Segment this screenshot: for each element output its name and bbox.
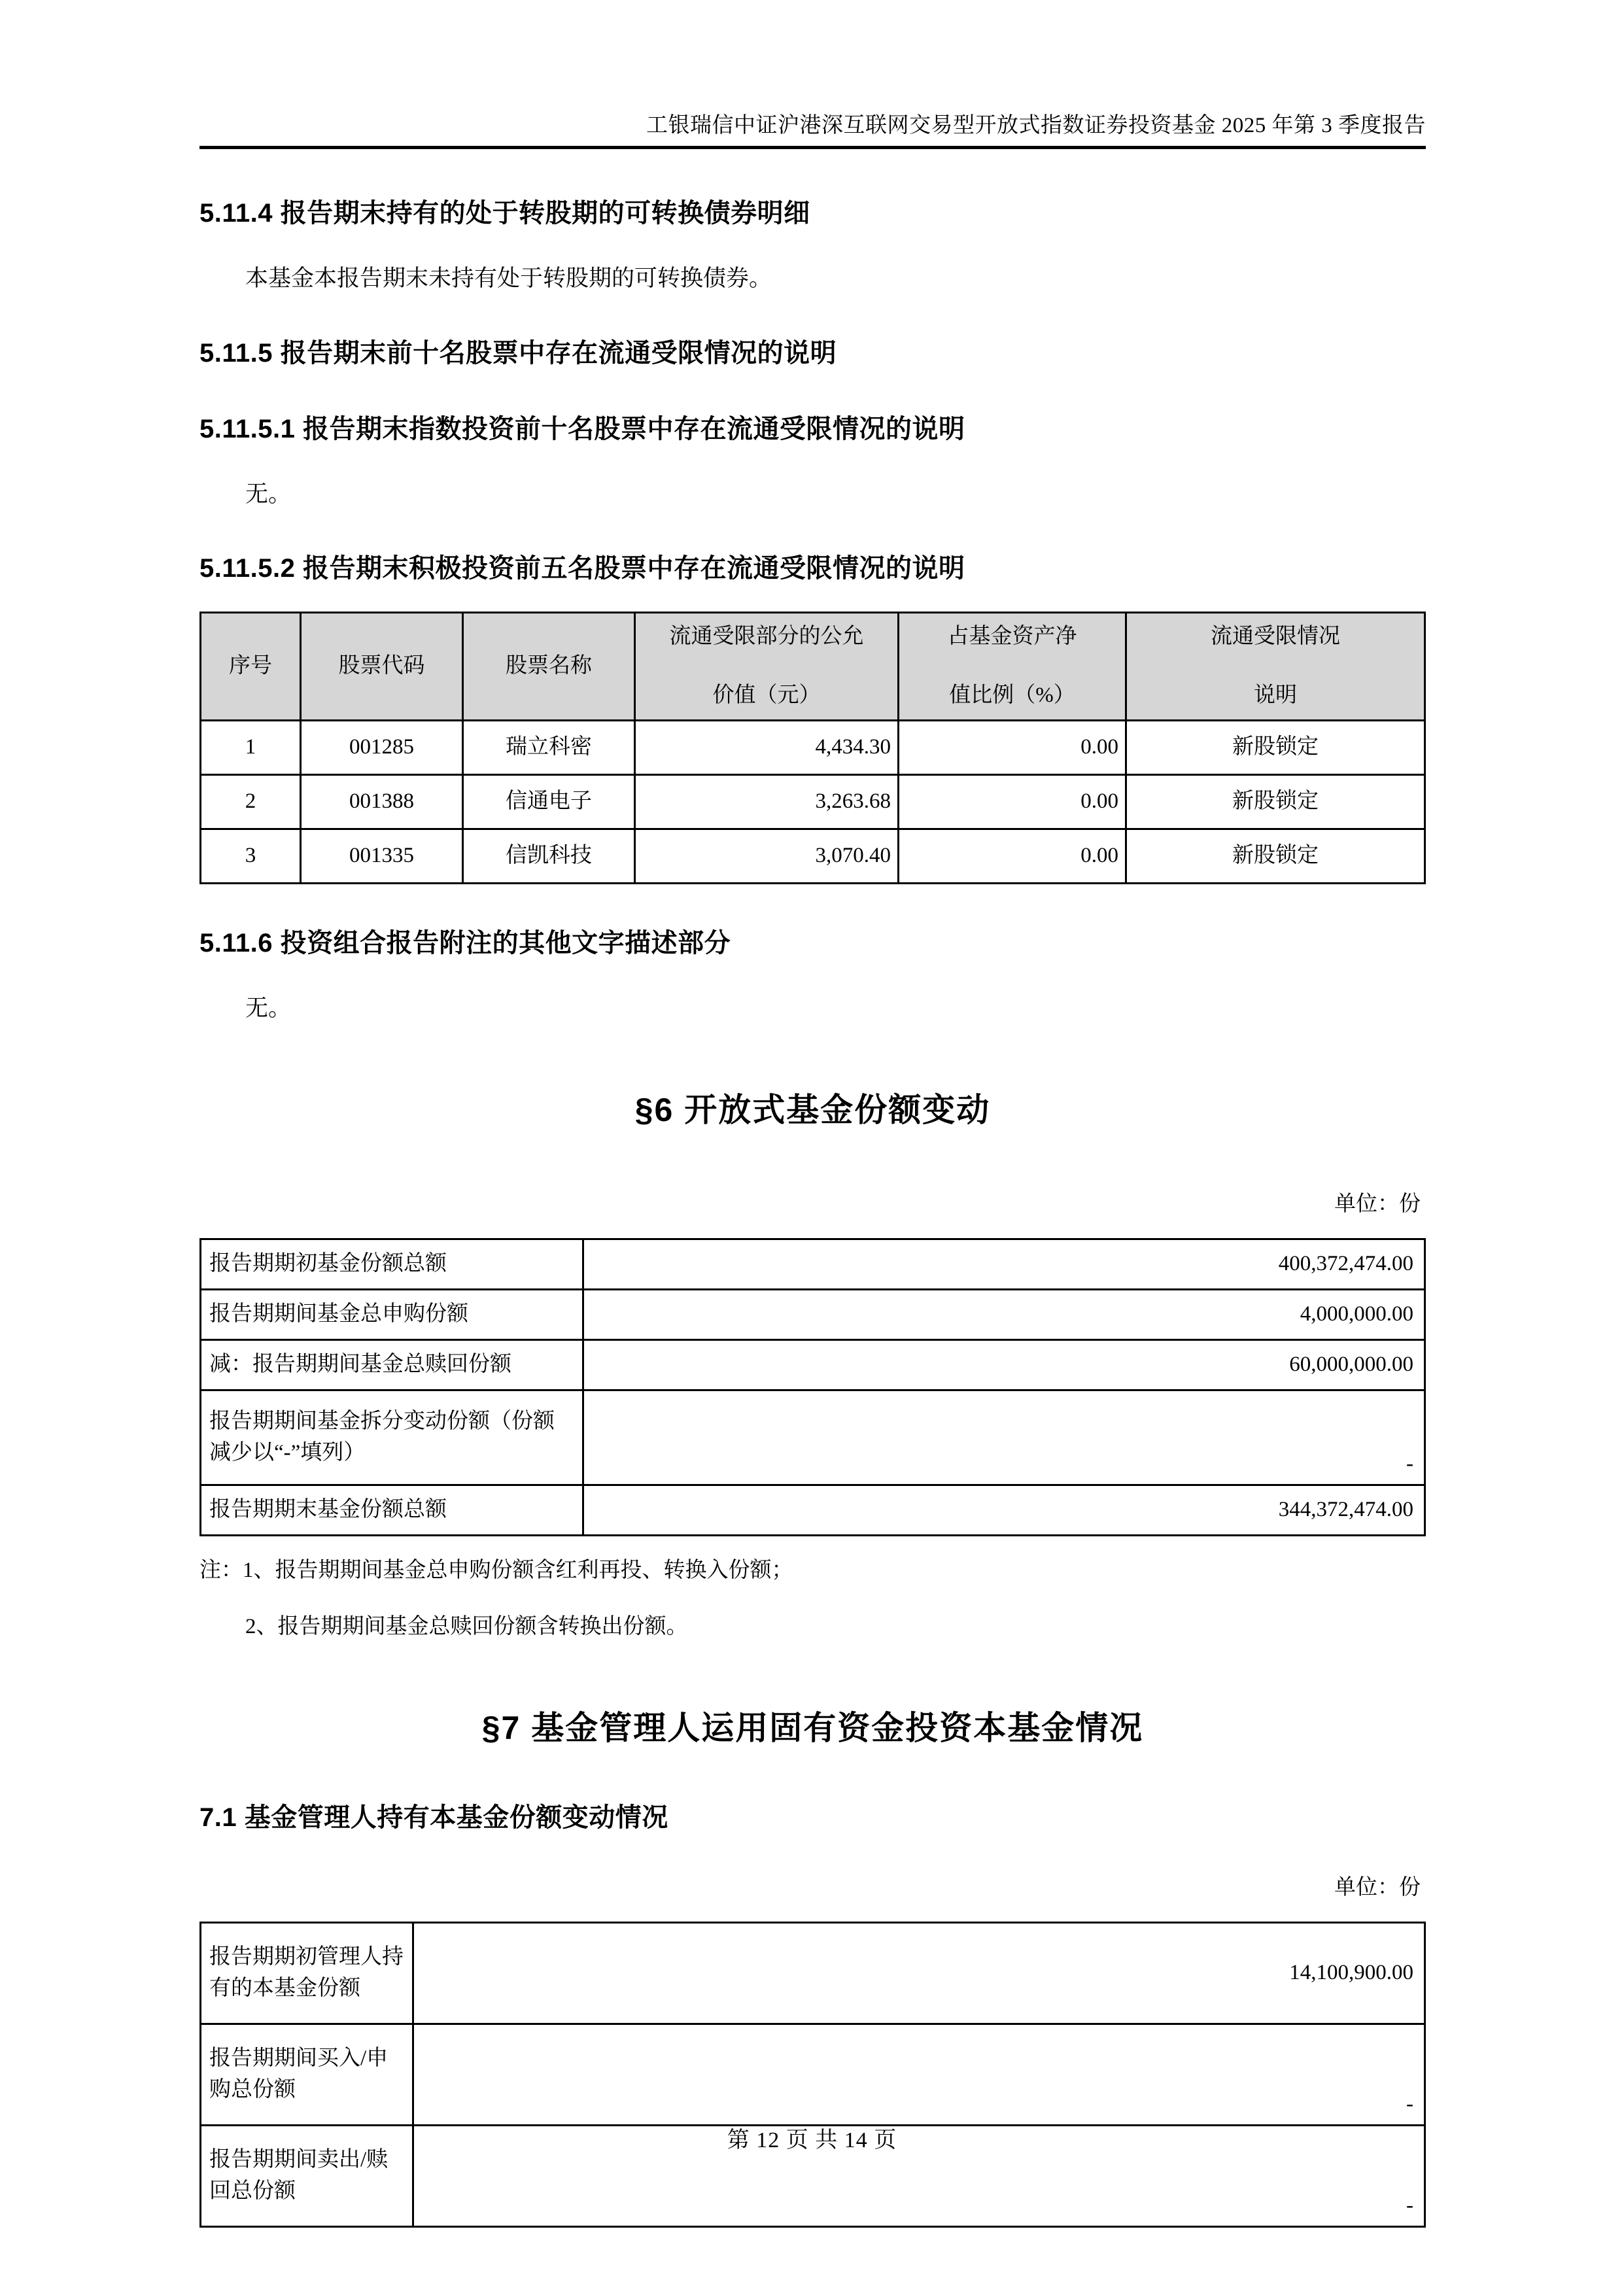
heading-section-6: §6 开放式基金份额变动	[634, 1092, 991, 1128]
row-label: 报告期期初管理人持有的本基金份额	[201, 1922, 413, 2024]
row-label: 报告期期间卖出/赎回总份额	[201, 2125, 413, 2226]
cell-fair-value: 4,434.30	[635, 720, 899, 774]
cell-nav-ratio: 0.00	[899, 720, 1126, 774]
cell-index: 1	[201, 720, 301, 774]
row-label: 报告期期间买入/申购总份额	[201, 2024, 413, 2125]
row-value: 14,100,900.00	[413, 1922, 1425, 2024]
cell-stock-name: 信通电子	[463, 774, 635, 829]
spacer	[199, 370, 1426, 412]
unit-label-section-7-1: 单位：份	[1334, 1875, 1421, 1899]
restricted-shares-table	[199, 612, 1426, 884]
heading-5-11-5-2: 5.11.5.2 报告期末积极投资前五名股票中存在流通受限情况的说明	[199, 553, 965, 583]
heading-5-11-4: 5.11.4 报告期末持有的处于转股期的可转换债券明细	[199, 199, 810, 228]
spacer	[199, 1902, 1426, 1922]
row-label: 报告期期间基金总申购份额	[201, 1289, 583, 1339]
cell-stock-code: 001388	[301, 774, 463, 829]
col-header-restriction-desc	[1126, 612, 1425, 720]
table-body	[201, 720, 1425, 883]
row-value: 60,000,000.00	[583, 1339, 1425, 1390]
col-header-nav-ratio	[899, 612, 1126, 720]
cell-nav-ratio: 0.00	[899, 774, 1126, 829]
heading-5-11-6: 5.11.6 投资组合报告附注的其他文字描述部分	[199, 928, 731, 958]
row-value: 344,372,474.00	[583, 1485, 1425, 1535]
spacer	[199, 446, 1426, 479]
col-header-line2: 价值（元）	[712, 683, 821, 707]
heading-section-7: §7 基金管理人运用固有资金投资本基金情况	[481, 1709, 1144, 1746]
col-header-line1: 股票名称	[506, 653, 592, 678]
cell-restriction: 新股锁定	[1126, 774, 1425, 829]
paragraph-5-11-6: 无。	[245, 995, 292, 1021]
unit-label-section-6: 单位：份	[1334, 1192, 1421, 1216]
fund-share-change-table	[199, 1238, 1426, 1536]
table-header-row	[201, 612, 1425, 720]
cell-stock-code: 001285	[301, 720, 463, 774]
row-value: 400,372,474.00	[583, 1239, 1425, 1289]
table-head	[201, 612, 1425, 720]
spacer	[199, 230, 1426, 263]
row-value: 4,000,000.00	[583, 1289, 1425, 1339]
spacer	[199, 509, 1426, 551]
manager-holding-table	[199, 1922, 1426, 2228]
row-label: 减：报告期期间基金总赎回份额	[201, 1339, 583, 1390]
cell-nav-ratio: 0.00	[899, 829, 1126, 883]
spacer	[199, 1585, 1426, 1612]
running-header-text: 工银瑞信中证沪港深互联网交易型开放式指数证券投资基金 2025 年第 3 季度报告	[646, 114, 1426, 137]
col-header-stock-code	[301, 612, 463, 720]
col-header-line1: 股票代码	[338, 653, 425, 678]
col-header-line2: 值比例（%）	[949, 683, 1075, 707]
cell-stock-name: 瑞立科密	[463, 720, 635, 774]
cell-index: 2	[201, 774, 301, 829]
table-note-1: 注：1、报告期期间基金总申购份额含红利再投、转换入份额；	[199, 1558, 793, 1582]
paragraph-5-11-4: 本基金本报告期末未持有处于转股期的可转换债券。	[245, 266, 772, 292]
table-row	[201, 829, 1425, 883]
col-header-stock-name	[463, 612, 635, 720]
col-header-line1: 流通受限部分的公允	[669, 624, 864, 648]
page-content	[199, 0, 1426, 2228]
cell-fair-value: 3,263.68	[635, 774, 899, 829]
heading-5-11-5: 5.11.5 报告期末前十名股票中存在流通受限情况的说明	[199, 338, 837, 368]
cell-restriction: 新股锁定	[1126, 720, 1425, 774]
table-row	[201, 1339, 1425, 1390]
col-header-fair-value	[635, 612, 899, 720]
col-header-line1: 序号	[229, 653, 272, 678]
heading-5-11-5-1: 5.11.5.1 报告期末指数投资前十名股票中存在流通受限情况的说明	[199, 414, 965, 443]
table-row	[201, 2024, 1425, 2125]
table-row	[201, 1485, 1425, 1535]
page-number-label: 第 12 页 共 14 页	[727, 2128, 897, 2152]
row-value: -	[413, 2024, 1425, 2125]
spacer	[199, 294, 1426, 336]
cell-fair-value: 3,070.40	[635, 829, 899, 883]
row-label: 报告期期初基金份额总额	[201, 1239, 583, 1289]
paragraph-5-11-5-1: 无。	[245, 481, 292, 507]
table-row	[201, 1239, 1425, 1289]
cell-restriction: 新股锁定	[1126, 829, 1425, 883]
col-header-line1: 流通受限情况	[1211, 624, 1340, 648]
cell-stock-name: 信凯科技	[463, 829, 635, 883]
cell-stock-code: 001335	[301, 829, 463, 883]
col-header-index	[201, 612, 301, 720]
spacer	[199, 1218, 1426, 1238]
table-body	[201, 1239, 1425, 1535]
table-note-2: 2、报告期期间基金总赎回份额含转换出份额。	[245, 1615, 688, 1639]
row-value: -	[583, 1390, 1425, 1485]
cell-index: 3	[201, 829, 301, 883]
spacer	[199, 884, 1426, 926]
spacer	[199, 1024, 1426, 1089]
col-header-line1: 占基金资产净	[947, 624, 1077, 648]
table-row	[201, 774, 1425, 829]
row-label: 报告期期末基金份额总额	[201, 1485, 583, 1535]
table-body	[201, 1922, 1425, 2226]
spacer	[199, 1536, 1426, 1556]
spacer	[199, 149, 1426, 196]
row-value: -	[413, 2125, 1425, 2226]
page-footer	[0, 2122, 1624, 2154]
row-label: 报告期期间基金拆分变动份额（份额减少以“-”填列）	[201, 1390, 583, 1485]
running-header	[199, 0, 1426, 139]
table-row	[201, 1390, 1425, 1485]
spacer	[199, 1131, 1426, 1190]
spacer	[199, 1642, 1426, 1707]
spacer	[199, 960, 1426, 993]
col-header-line2: 说明	[1254, 683, 1297, 707]
spacer	[199, 1835, 1426, 1874]
spacer	[199, 585, 1426, 612]
table-row	[201, 1922, 1425, 2024]
table-row	[201, 1289, 1425, 1339]
spacer	[199, 1750, 1426, 1801]
table-row	[201, 720, 1425, 774]
heading-7-1: 7.1 基金管理人持有本基金份额变动情况	[199, 1803, 668, 1832]
